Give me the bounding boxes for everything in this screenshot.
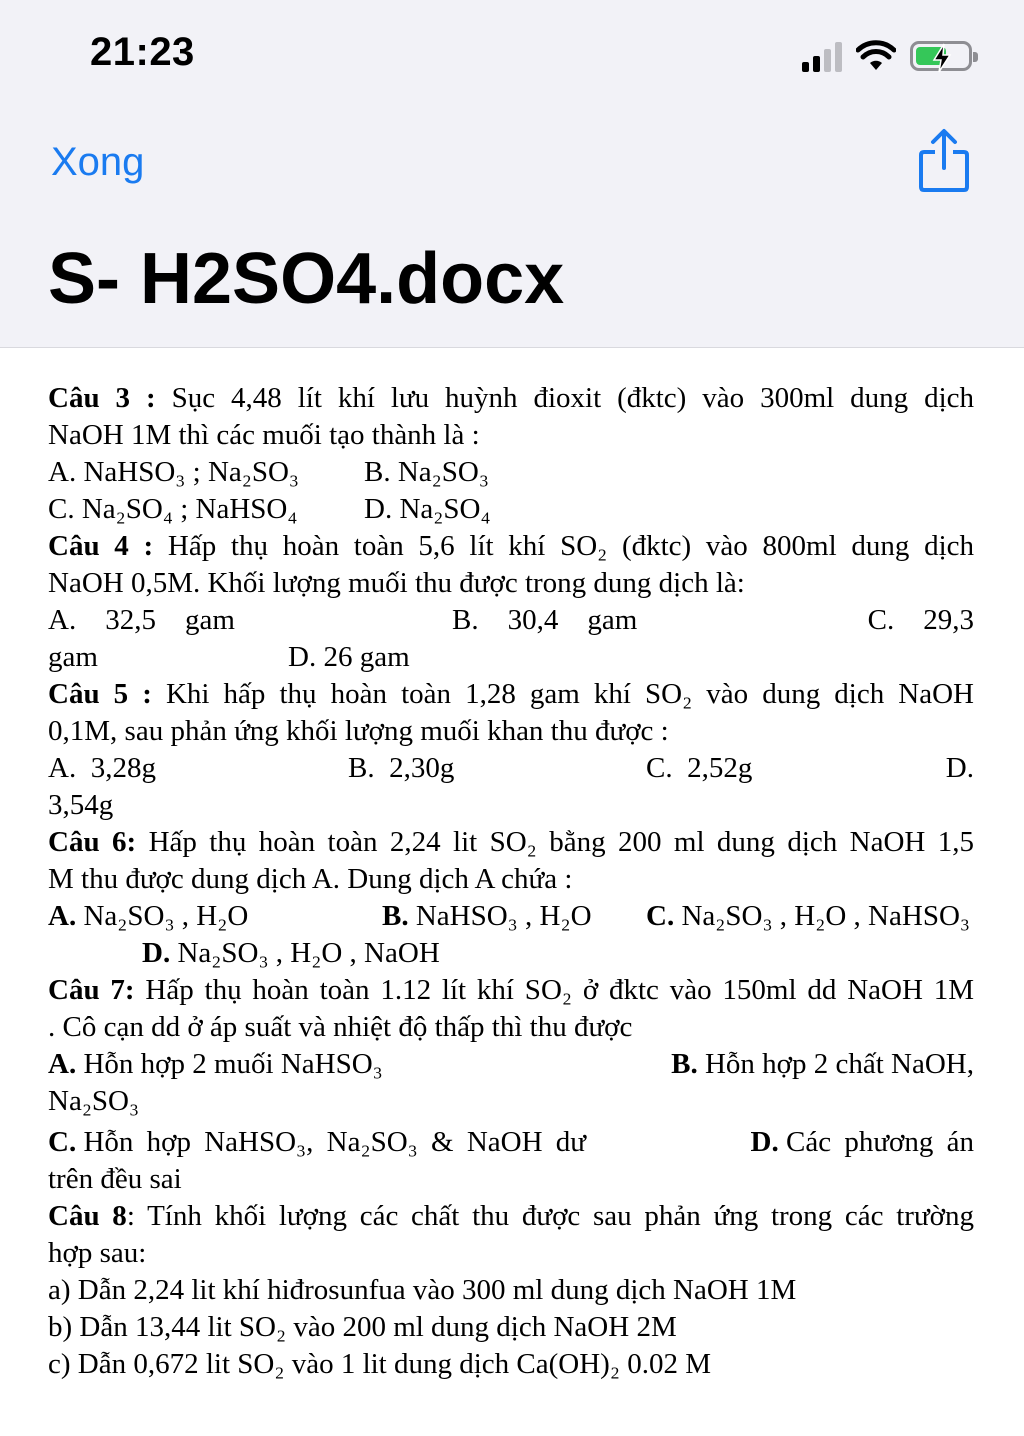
q8-item-a-text: a) Dẫn 2,24 lit khí hiđrosunfua vào 300 ml dung dịch NaOH 1M xyxy=(48,1274,797,1306)
q5-option-c: C. 2,52g xyxy=(646,752,753,784)
q7-options-cd xyxy=(48,1124,974,1161)
q3-text: Sục 4,48 lít khí lưu huỳnh đioxit (đktc) vào 300ml dung dịch xyxy=(171,382,975,414)
q7-option-b-letter: B. xyxy=(671,1048,698,1080)
battery-charging-icon xyxy=(910,41,972,71)
q4-option-a: A. 32,5 gam xyxy=(48,604,235,636)
q5-option-b: B. 2,30g xyxy=(348,752,455,784)
q5-line-2 xyxy=(48,713,974,750)
q7-option-d-line xyxy=(48,1161,974,1198)
q6-text-cont: M thu được dung dịch A. Dung dịch A chứa : xyxy=(48,863,573,895)
q7-text-cont: . Cô cạn dd ở áp suất và nhiệt độ thấp thì thu được xyxy=(48,1011,633,1043)
q6-line-2 xyxy=(48,861,974,898)
q7-option-d-letter: D. xyxy=(750,1126,779,1158)
q6-options-abc xyxy=(48,898,974,935)
q6-line-1 xyxy=(48,824,974,861)
document-title: S- H2SO4.docx xyxy=(48,239,565,319)
wifi-icon xyxy=(856,40,896,72)
q7-option-c-letter: C. xyxy=(48,1126,77,1158)
q7-option-b-cont: Na₂SO₃ xyxy=(48,1085,140,1117)
q8-text: : Tính khối lượng các chất thu được sau phản ứng trong các trường xyxy=(126,1200,974,1232)
done-button[interactable]: Xong xyxy=(51,140,145,184)
q3-options-ab xyxy=(48,454,974,491)
q6-option-a: Na₂SO₃ , H₂O xyxy=(83,900,249,932)
q7-line-2 xyxy=(48,1009,974,1046)
q7-option-b-line xyxy=(48,1083,974,1120)
q5-option-d: D. xyxy=(945,752,974,784)
q4-option-c: C. 29,3 xyxy=(867,604,974,636)
q4-options-d xyxy=(48,639,974,676)
q6-options-d xyxy=(48,935,974,972)
q7-line-1 xyxy=(48,972,974,1009)
status-icons xyxy=(802,36,972,76)
share-button[interactable] xyxy=(914,128,974,194)
q3-line-2 xyxy=(48,417,974,454)
q6-text: Hấp thụ hoàn toàn 2,24 lit SO₂ bằng 200 ml dung dịch NaOH 1,5 xyxy=(148,826,975,858)
q4-text: Hấp thụ hoàn toàn 5,6 lít khí SO₂ (đktc) vào 800ml dung dịch xyxy=(167,530,974,562)
status-time: 21:23 xyxy=(90,30,195,74)
share-icon xyxy=(914,128,974,194)
q8-label: Câu 8 xyxy=(48,1200,127,1232)
q6-label: Câu 6: xyxy=(48,826,137,858)
q8-line-2 xyxy=(48,1235,974,1272)
q4-options-abc xyxy=(48,602,974,639)
cellular-signal-icon xyxy=(802,40,842,72)
q5-option-d-cont: 3,54g xyxy=(48,789,114,821)
q6-option-d: Na₂SO₃ , H₂O , NaOH xyxy=(177,937,440,969)
q8-text-cont: hợp sau: xyxy=(48,1237,147,1269)
q3-option-a: A. NaHSO₃ ; Na₂SO₃ xyxy=(48,456,300,488)
document-content xyxy=(48,380,974,1383)
q6-option-b-letter: B. xyxy=(382,900,409,932)
q7-option-d: Các phương án xyxy=(785,1126,974,1158)
q3-label: Câu 3 : xyxy=(48,382,156,414)
q4-option-c-cont: gam xyxy=(48,641,98,673)
q3-option-c: C. Na₂SO₄ ; NaHSO₄ xyxy=(48,493,298,525)
q7-options-ab xyxy=(48,1046,974,1083)
q3-line-1 xyxy=(48,380,974,417)
q6-option-c-letter: C. xyxy=(646,900,675,932)
q3-text-cont: NaOH 1M thì các muối tạo thành là : xyxy=(48,419,480,451)
q6-option-c: Na₂SO₃ , H₂O , NaHSO₃ xyxy=(681,900,970,932)
header-area xyxy=(0,0,1024,348)
q7-text: Hấp thụ hoàn toàn 1.12 lít khí SO₂ ở đktc vào 150ml dd NaOH 1M xyxy=(145,974,974,1006)
q7-label: Câu 7: xyxy=(48,974,135,1006)
q6-option-a-letter: A. xyxy=(48,900,77,932)
q5-option-a: A. 3,28g xyxy=(48,752,156,784)
q8-item-c xyxy=(48,1346,974,1383)
q7-option-b: Hỗn hợp 2 chất NaOH, xyxy=(704,1048,974,1080)
q8-item-a xyxy=(48,1272,974,1309)
q4-option-d: D. 26 gam xyxy=(288,641,410,673)
q7-option-a-letter: A. xyxy=(48,1048,77,1080)
q6-option-d-letter: D. xyxy=(142,937,171,969)
q5-label: Câu 5 : xyxy=(48,678,152,710)
q8-line-1 xyxy=(48,1198,974,1235)
q7-option-d-cont: trên đều sai xyxy=(48,1163,182,1195)
q3-option-d: D. Na₂SO₄ xyxy=(364,493,491,525)
q6-option-b: NaHSO₃ , H₂O xyxy=(415,900,592,932)
q8-item-c-text: c) Dẫn 0,672 lit SO₂ vào 1 lit dung dịch Ca(OH)₂ 0.02 M xyxy=(48,1348,711,1380)
q5-text-cont: 0,1M, sau phản ứng khối lượng muối khan thu được : xyxy=(48,715,669,747)
q5-options xyxy=(48,750,974,787)
q7-option-a: Hỗn hợp 2 muối NaHSO₃ xyxy=(83,1048,383,1080)
q8-item-b xyxy=(48,1309,974,1346)
q4-line-2 xyxy=(48,565,974,602)
q4-option-b: B. 30,4 gam xyxy=(452,604,638,636)
q4-text-cont: NaOH 0,5M. Khối lượng muối thu được trong dung dịch là: xyxy=(48,567,745,599)
q8-item-b-text: b) Dẫn 13,44 lit SO₂ vào 200 ml dung dịch NaOH 2M xyxy=(48,1311,677,1343)
q4-line-1 xyxy=(48,528,974,565)
q5-text: Khi hấp thụ hoàn toàn 1,28 gam khí SO₂ vào dung dịch NaOH xyxy=(165,678,975,710)
q4-label: Câu 4 : xyxy=(48,530,154,562)
q3-option-b: B. Na₂SO₃ xyxy=(364,456,489,488)
q5-line-1 xyxy=(48,676,974,713)
q7-option-c: Hỗn hợp NaHSO₃, Na₂SO₃ & NaOH dư xyxy=(83,1126,587,1158)
q3-options-cd xyxy=(48,491,974,528)
q5-option-d-line xyxy=(48,787,974,824)
